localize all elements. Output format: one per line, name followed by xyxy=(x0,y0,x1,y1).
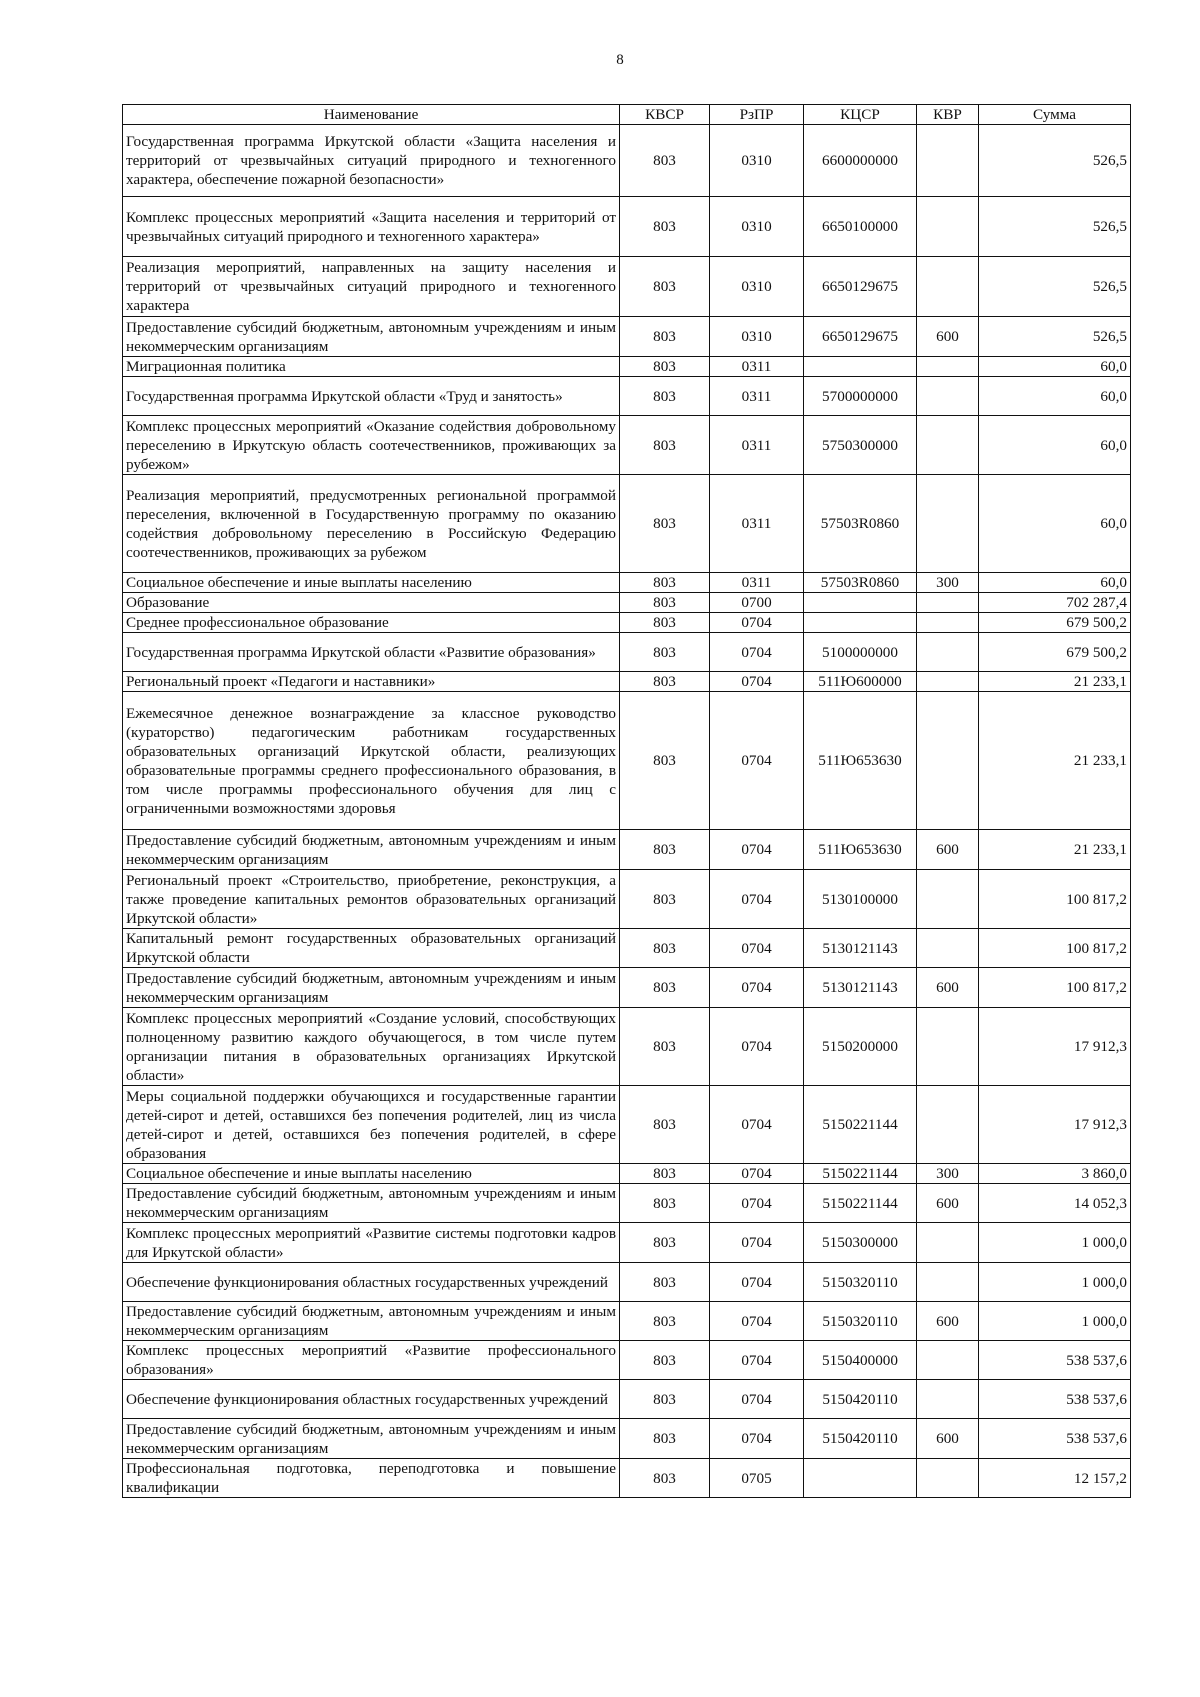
cell-sum: 100 817,2 xyxy=(979,929,1131,968)
cell-kvr: 600 xyxy=(917,1419,979,1459)
cell-kvr xyxy=(917,357,979,377)
cell-sum: 1 000,0 xyxy=(979,1223,1131,1263)
cell-kvsr: 803 xyxy=(620,1263,710,1302)
cell-sum: 100 817,2 xyxy=(979,968,1131,1008)
cell-kvsr: 803 xyxy=(620,593,710,613)
table-header-row xyxy=(123,105,1131,125)
cell-name: Меры социальной поддержки обучающихся и государственные гарантии детей-сирот и детей, оставшихся без попечения родителей, лиц из числа детей-сирот и детей, оставшихся без попечения родителей, в сфере образования xyxy=(123,1086,620,1164)
cell-kcsr: 5150221144 xyxy=(804,1164,917,1184)
cell-kcsr: 511Ю653630 xyxy=(804,692,917,830)
column-header-name: Наименование xyxy=(123,105,620,125)
cell-sum: 526,5 xyxy=(979,125,1131,197)
table-row xyxy=(123,1263,1131,1302)
cell-name: Миграционная политика xyxy=(123,357,620,377)
cell-kvsr: 803 xyxy=(620,475,710,573)
cell-rzpr: 0704 xyxy=(710,968,804,1008)
cell-name: Комплекс процессных мероприятий «Развитие профессионального образования» xyxy=(123,1341,620,1380)
cell-name: Региональный проект «Педагоги и наставники» xyxy=(123,672,620,692)
cell-kvsr: 803 xyxy=(620,968,710,1008)
table-row xyxy=(123,672,1131,692)
cell-kvr: 600 xyxy=(917,317,979,357)
cell-kvr xyxy=(917,1459,979,1498)
cell-name: Ежемесячное денежное вознаграждение за классное руководство (кураторство) педагогическим работникам государственных образовательных организаций Иркутской области, реализующих образовательные программы среднего профессионального образования, в том числе программы профессионального обучения для лиц с ограниченными возможностями здоровья xyxy=(123,692,620,830)
cell-kcsr: 6600000000 xyxy=(804,125,917,197)
cell-rzpr: 0704 xyxy=(710,692,804,830)
column-header-kcsr: КЦСР xyxy=(804,105,917,125)
table-row xyxy=(123,1419,1131,1459)
table-row xyxy=(123,475,1131,573)
cell-sum: 12 157,2 xyxy=(979,1459,1131,1498)
table-row xyxy=(123,416,1131,475)
cell-kvr xyxy=(917,1086,979,1164)
cell-name: Предоставление субсидий бюджетным, автономным учреждениям и иным некоммерческим организациям xyxy=(123,1184,620,1223)
cell-rzpr: 0311 xyxy=(710,357,804,377)
cell-sum: 21 233,1 xyxy=(979,830,1131,870)
cell-kvr xyxy=(917,416,979,475)
cell-name: Социальное обеспечение и иные выплаты населению xyxy=(123,1164,620,1184)
cell-rzpr: 0704 xyxy=(710,1341,804,1380)
cell-kvr: 600 xyxy=(917,1184,979,1223)
cell-kcsr: 5130100000 xyxy=(804,870,917,929)
cell-kvsr: 803 xyxy=(620,1223,710,1263)
cell-kcsr: 5150400000 xyxy=(804,1341,917,1380)
cell-name: Обеспечение функционирования областных государственных учреждений xyxy=(123,1263,620,1302)
cell-kvr xyxy=(917,929,979,968)
cell-kvsr: 803 xyxy=(620,257,710,317)
column-header-rzpr: РзПР xyxy=(710,105,804,125)
cell-rzpr: 0310 xyxy=(710,257,804,317)
cell-rzpr: 0704 xyxy=(710,929,804,968)
table-row xyxy=(123,1086,1131,1164)
table-row xyxy=(123,573,1131,593)
cell-kvr xyxy=(917,1380,979,1419)
cell-rzpr: 0704 xyxy=(710,1380,804,1419)
table-row xyxy=(123,1008,1131,1086)
cell-kcsr: 5130121143 xyxy=(804,968,917,1008)
cell-kcsr: 57503R0860 xyxy=(804,573,917,593)
table-row xyxy=(123,1164,1131,1184)
cell-rzpr: 0704 xyxy=(710,1086,804,1164)
cell-kvr xyxy=(917,633,979,672)
cell-name: Среднее профессиональное образование xyxy=(123,613,620,633)
table-row xyxy=(123,613,1131,633)
cell-kcsr: 5150221144 xyxy=(804,1184,917,1223)
cell-name: Комплекс процессных мероприятий «Развитие системы подготовки кадров для Иркутской области» xyxy=(123,1223,620,1263)
cell-kvsr: 803 xyxy=(620,633,710,672)
cell-kvsr: 803 xyxy=(620,1459,710,1498)
cell-name: Комплекс процессных мероприятий «Оказание содействия добровольному переселению в Иркутскую область соотечественников, проживающих за рубежом» xyxy=(123,416,620,475)
cell-kcsr: 5150200000 xyxy=(804,1008,917,1086)
cell-rzpr: 0704 xyxy=(710,672,804,692)
cell-kvsr: 803 xyxy=(620,377,710,416)
cell-name: Государственная программа Иркутской области «Труд и занятость» xyxy=(123,377,620,416)
column-header-kvsr: КВСР xyxy=(620,105,710,125)
cell-sum: 526,5 xyxy=(979,197,1131,257)
table-row xyxy=(123,317,1131,357)
cell-kvr xyxy=(917,593,979,613)
cell-name: Предоставление субсидий бюджетным, автономным учреждениям и иным некоммерческим организациям xyxy=(123,317,620,357)
cell-rzpr: 0704 xyxy=(710,1223,804,1263)
cell-sum: 1 000,0 xyxy=(979,1263,1131,1302)
cell-rzpr: 0704 xyxy=(710,613,804,633)
cell-rzpr: 0310 xyxy=(710,197,804,257)
cell-name: Государственная программа Иркутской области «Защита населения и территорий от чрезвычайных ситуаций природного и техногенного характера, обеспечение пожарной безопасности» xyxy=(123,125,620,197)
cell-kvr xyxy=(917,1341,979,1380)
cell-name: Обеспечение функционирования областных государственных учреждений xyxy=(123,1380,620,1419)
cell-kcsr: 5150221144 xyxy=(804,1086,917,1164)
cell-kvsr: 803 xyxy=(620,692,710,830)
cell-sum: 14 052,3 xyxy=(979,1184,1131,1223)
cell-kcsr: 5150420110 xyxy=(804,1380,917,1419)
table-row xyxy=(123,1459,1131,1498)
cell-kvsr: 803 xyxy=(620,1302,710,1341)
cell-kvr xyxy=(917,197,979,257)
cell-sum: 17 912,3 xyxy=(979,1008,1131,1086)
table-row xyxy=(123,377,1131,416)
cell-kvsr: 803 xyxy=(620,1008,710,1086)
table-row xyxy=(123,1302,1131,1341)
cell-sum: 21 233,1 xyxy=(979,692,1131,830)
table-row xyxy=(123,357,1131,377)
cell-rzpr: 0311 xyxy=(710,377,804,416)
cell-rzpr: 0704 xyxy=(710,1008,804,1086)
cell-kvr xyxy=(917,1263,979,1302)
cell-kvsr: 803 xyxy=(620,125,710,197)
cell-kvr xyxy=(917,475,979,573)
cell-kvsr: 803 xyxy=(620,1419,710,1459)
cell-kcsr: 57503R0860 xyxy=(804,475,917,573)
table-row xyxy=(123,1184,1131,1223)
cell-kvr xyxy=(917,377,979,416)
table-row xyxy=(123,257,1131,317)
cell-sum: 17 912,3 xyxy=(979,1086,1131,1164)
table-row xyxy=(123,197,1131,257)
table-row xyxy=(123,1341,1131,1380)
cell-kvr xyxy=(917,1223,979,1263)
cell-sum: 60,0 xyxy=(979,573,1131,593)
cell-rzpr: 0704 xyxy=(710,1164,804,1184)
cell-kcsr: 5700000000 xyxy=(804,377,917,416)
cell-sum: 60,0 xyxy=(979,357,1131,377)
cell-sum: 526,5 xyxy=(979,317,1131,357)
cell-sum: 679 500,2 xyxy=(979,613,1131,633)
cell-kvsr: 803 xyxy=(620,197,710,257)
cell-sum: 679 500,2 xyxy=(979,633,1131,672)
cell-sum: 100 817,2 xyxy=(979,870,1131,929)
cell-kvsr: 803 xyxy=(620,317,710,357)
table-row xyxy=(123,1380,1131,1419)
table-row xyxy=(123,870,1131,929)
cell-kvsr: 803 xyxy=(620,1086,710,1164)
cell-kvr xyxy=(917,672,979,692)
cell-sum: 702 287,4 xyxy=(979,593,1131,613)
cell-kcsr: 6650100000 xyxy=(804,197,917,257)
cell-name: Предоставление субсидий бюджетным, автономным учреждениям и иным некоммерческим организациям xyxy=(123,830,620,870)
cell-kcsr: 5130121143 xyxy=(804,929,917,968)
cell-name: Комплекс процессных мероприятий «Создание условий, способствующих полноценному развитию каждого обучающегося, в том числе путем организации питания в образовательных организациях Иркутской области» xyxy=(123,1008,620,1086)
cell-rzpr: 0704 xyxy=(710,1302,804,1341)
cell-kvr: 600 xyxy=(917,830,979,870)
cell-name: Капитальный ремонт государственных образовательных организаций Иркутской области xyxy=(123,929,620,968)
cell-rzpr: 0310 xyxy=(710,317,804,357)
cell-name: Образование xyxy=(123,593,620,613)
table-row xyxy=(123,692,1131,830)
cell-kcsr: 511Ю600000 xyxy=(804,672,917,692)
cell-kvsr: 803 xyxy=(620,613,710,633)
cell-rzpr: 0704 xyxy=(710,633,804,672)
cell-kvr xyxy=(917,1008,979,1086)
cell-name: Предоставление субсидий бюджетным, автономным учреждениям и иным некоммерческим организациям xyxy=(123,1419,620,1459)
table-row xyxy=(123,1223,1131,1263)
cell-kcsr: 5100000000 xyxy=(804,633,917,672)
table-row xyxy=(123,633,1131,672)
cell-rzpr: 0700 xyxy=(710,593,804,613)
cell-name: Предоставление субсидий бюджетным, автономным учреждениям и иным некоммерческим организациям xyxy=(123,968,620,1008)
cell-name: Профессиональная подготовка, переподготовка и повышение квалификации xyxy=(123,1459,620,1498)
cell-rzpr: 0311 xyxy=(710,416,804,475)
cell-name: Реализация мероприятий, направленных на защиту населения и территорий от чрезвычайных ситуаций природного и техногенного характера xyxy=(123,257,620,317)
cell-kvsr: 803 xyxy=(620,416,710,475)
cell-rzpr: 0704 xyxy=(710,1419,804,1459)
cell-sum: 1 000,0 xyxy=(979,1302,1131,1341)
cell-kvsr: 803 xyxy=(620,1341,710,1380)
cell-kcsr xyxy=(804,357,917,377)
cell-kvr: 600 xyxy=(917,1302,979,1341)
table-row xyxy=(123,593,1131,613)
cell-name: Региональный проект «Строительство, приобретение, реконструкция, а также проведение капитальных ремонтов образовательных организаций Иркутской области» xyxy=(123,870,620,929)
cell-rzpr: 0704 xyxy=(710,1184,804,1223)
cell-kcsr: 5150320110 xyxy=(804,1302,917,1341)
cell-name: Государственная программа Иркутской области «Развитие образования» xyxy=(123,633,620,672)
cell-kvsr: 803 xyxy=(620,830,710,870)
cell-kcsr: 511Ю653630 xyxy=(804,830,917,870)
cell-kvsr: 803 xyxy=(620,357,710,377)
cell-kvr: 600 xyxy=(917,968,979,1008)
table-row xyxy=(123,830,1131,870)
cell-kvsr: 803 xyxy=(620,929,710,968)
cell-kvr xyxy=(917,257,979,317)
cell-kcsr: 5750300000 xyxy=(804,416,917,475)
cell-rzpr: 0311 xyxy=(710,573,804,593)
cell-sum: 538 537,6 xyxy=(979,1341,1131,1380)
cell-name: Комплекс процессных мероприятий «Защита населения и территорий от чрезвычайных ситуаций природного и техногенного характера» xyxy=(123,197,620,257)
cell-kvr xyxy=(917,125,979,197)
cell-kvsr: 803 xyxy=(620,573,710,593)
cell-kvsr: 803 xyxy=(620,870,710,929)
cell-kvsr: 803 xyxy=(620,1164,710,1184)
cell-kvr xyxy=(917,613,979,633)
cell-kvr: 300 xyxy=(917,1164,979,1184)
cell-rzpr: 0704 xyxy=(710,830,804,870)
cell-sum: 60,0 xyxy=(979,377,1131,416)
cell-rzpr: 0311 xyxy=(710,475,804,573)
budget-table xyxy=(122,104,1131,1498)
cell-rzpr: 0310 xyxy=(710,125,804,197)
cell-rzpr: 0704 xyxy=(710,1263,804,1302)
cell-kvsr: 803 xyxy=(620,672,710,692)
column-header-sum: Сумма xyxy=(979,105,1131,125)
table-row xyxy=(123,125,1131,197)
cell-kvsr: 803 xyxy=(620,1380,710,1419)
cell-kcsr xyxy=(804,593,917,613)
cell-sum: 3 860,0 xyxy=(979,1164,1131,1184)
cell-kvsr: 803 xyxy=(620,1184,710,1223)
cell-kcsr: 5150320110 xyxy=(804,1263,917,1302)
cell-name: Реализация мероприятий, предусмотренных региональной программой переселения, включенной в Государственную программу по оказанию содействия добровольному переселению в Российскую Федерацию соотечественников, проживающих за рубежом xyxy=(123,475,620,573)
table-row xyxy=(123,929,1131,968)
cell-sum: 60,0 xyxy=(979,416,1131,475)
cell-sum: 526,5 xyxy=(979,257,1131,317)
cell-rzpr: 0705 xyxy=(710,1459,804,1498)
cell-sum: 538 537,6 xyxy=(979,1419,1131,1459)
cell-kcsr xyxy=(804,1459,917,1498)
cell-sum: 538 537,6 xyxy=(979,1380,1131,1419)
cell-kcsr: 5150300000 xyxy=(804,1223,917,1263)
cell-name: Социальное обеспечение и иные выплаты населению xyxy=(123,573,620,593)
column-header-kvr: КВР xyxy=(917,105,979,125)
cell-name: Предоставление субсидий бюджетным, автономным учреждениям и иным некоммерческим организациям xyxy=(123,1302,620,1341)
table-row xyxy=(123,968,1131,1008)
cell-kvr xyxy=(917,692,979,830)
cell-sum: 60,0 xyxy=(979,475,1131,573)
cell-rzpr: 0704 xyxy=(710,870,804,929)
cell-sum: 21 233,1 xyxy=(979,672,1131,692)
cell-kcsr: 5150420110 xyxy=(804,1419,917,1459)
cell-kcsr: 6650129675 xyxy=(804,257,917,317)
cell-kcsr xyxy=(804,613,917,633)
cell-kvr xyxy=(917,870,979,929)
cell-kcsr: 6650129675 xyxy=(804,317,917,357)
cell-kvr: 300 xyxy=(917,573,979,593)
page-number: 8 xyxy=(616,52,624,68)
